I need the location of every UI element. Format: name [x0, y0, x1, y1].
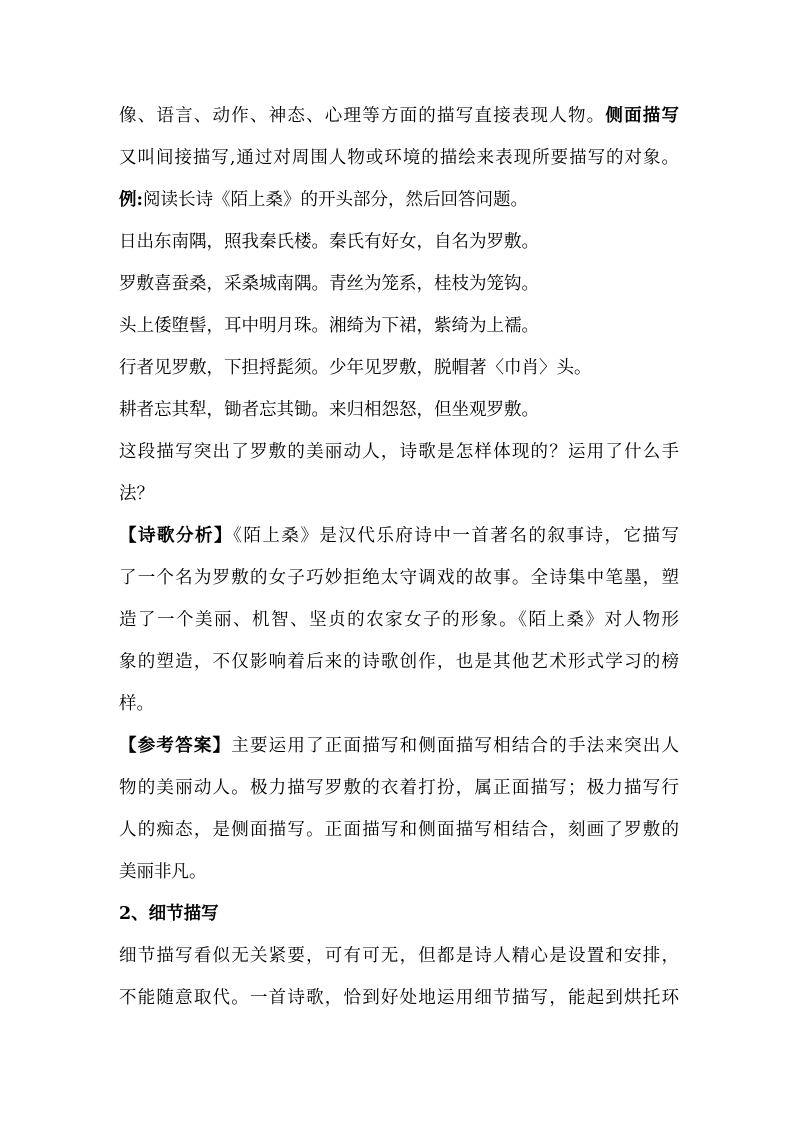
question-line: 这段描写突出了罗敷的美丽动人，诗歌是怎样体现的？运用了什么手 — [119, 442, 679, 462]
analysis-line: 了一个名为罗敷的女子巧妙拒绝太守调戏的故事。全诗集中笔墨，塑 — [119, 568, 679, 588]
question-line: 法？ — [119, 484, 154, 504]
section-heading: 2、细节描写 — [119, 904, 219, 924]
poem-line: 罗敷喜蚕桑，采桑城南隅。青丝为笼系，桂枝为笼钩。 — [119, 274, 539, 294]
example-prompt — [119, 189, 679, 211]
section-line: 不能随意取代。一首诗歌，恰到好处地运用细节描写，能起到烘托环 — [119, 988, 679, 1008]
answer-line — [119, 735, 679, 757]
intro-line-1-text: 像、语言、动作、神态、心理等方面的描写直接表现人物。 — [119, 106, 606, 126]
analysis-text: 《陌上桑》是汉代乐府诗中一首著名的叙事诗，它描写 — [233, 526, 679, 546]
section-line: 细节描写看似无关紧要，可有可无，但都是诗人精心是设置和安排， — [119, 946, 679, 966]
analysis-label: 【诗歌分析】 — [119, 526, 234, 546]
answer-label: 【参考答案】 — [119, 736, 232, 756]
analysis-line: 象的塑造，不仅影响着后来的诗歌创作，也是其他艺术形式学习的榜 — [119, 652, 679, 672]
analysis-line — [119, 525, 679, 547]
poem-line: 耕者忘其犁，锄者忘其锄。来归相怨怒，但坐观罗敷。 — [119, 400, 539, 420]
answer-line: 美丽非凡。 — [119, 862, 207, 882]
answer-line: 物的美丽动人。极力描写罗敷的衣着打扮，属正面描写；极力描写行 — [119, 778, 679, 798]
poem-line: 行者见罗敷，下担捋髭须。少年见罗敷，脱帽著〈巾肖〉头。 — [119, 358, 592, 378]
intro-line-1 — [119, 105, 679, 127]
analysis-line: 样。 — [119, 694, 154, 714]
intro-line-2: 又叫间接描写,通过对周围人物或环境的描绘来表现所要描写的对象。 — [119, 148, 679, 168]
analysis-line: 造了一个美丽、机智、坚贞的农家女子的形象。《陌上桑》对人物形 — [119, 610, 679, 630]
poem-line: 日出东南隅，照我秦氏楼。秦氏有好女，自名为罗敷。 — [119, 232, 539, 252]
example-label: 例: — [119, 190, 143, 210]
poem-line: 头上倭堕髻，耳中明月珠。湘绮为下裙，紫绮为上襦。 — [119, 316, 539, 336]
answer-line: 人的痴态，是侧面描写。正面描写和侧面描写相结合，刻画了罗敷的 — [119, 820, 679, 840]
example-text: 阅读长诗《陌上桑》的开头部分，然后回答问题。 — [142, 190, 528, 210]
answer-text: 主要运用了正面描写和侧面描写相结合的手法来突出人 — [231, 736, 679, 756]
side-description-term: 侧面描写 — [605, 106, 679, 126]
